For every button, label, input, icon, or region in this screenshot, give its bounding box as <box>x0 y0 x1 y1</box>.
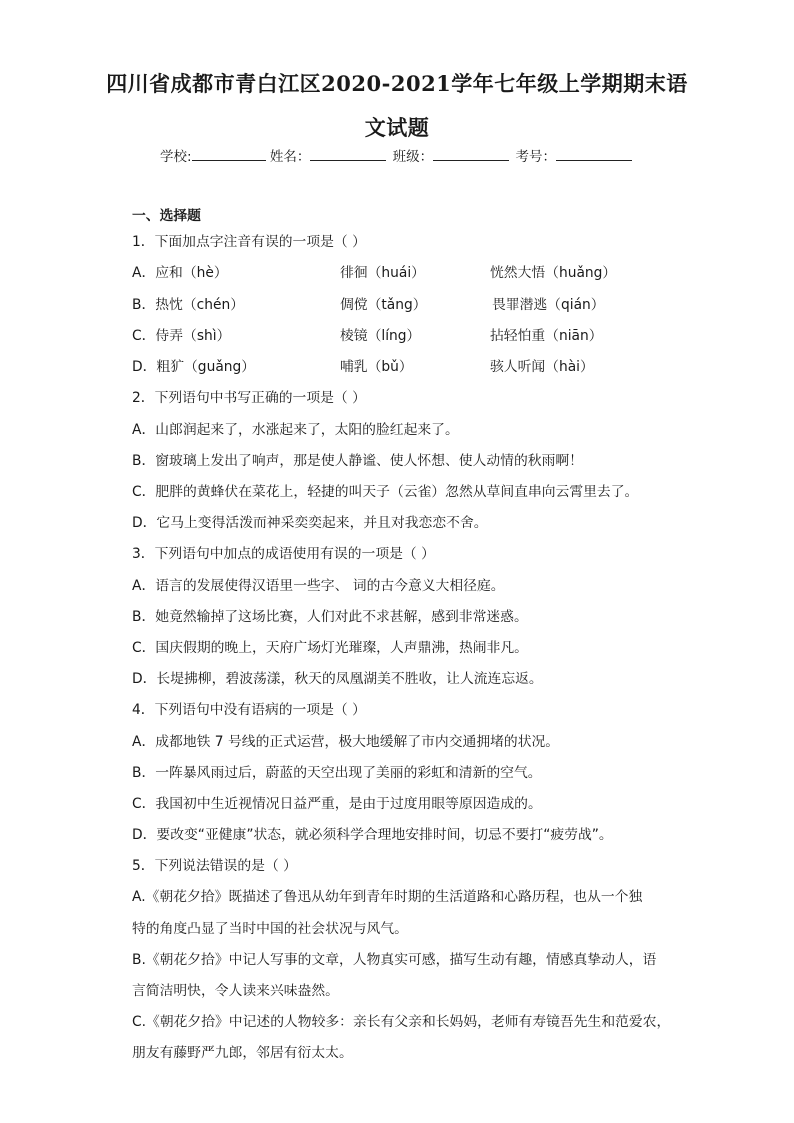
q1-option-b-2: 倜傥（tǎng） <box>340 297 427 313</box>
section-heading: 一、选择题 <box>132 208 201 224</box>
q4-option-d: D．要改变“亚健康”状态，就必须科学合理地安排时间，切忌不要打“疲劳战”。 <box>132 827 613 843</box>
number-blank[interactable] <box>556 146 632 161</box>
q2-option-b: B．窗玻璃上发出了响声，那是使人静谧、使人怀想、使人动情的秋雨啊！ <box>132 453 583 469</box>
q1-option-c-3: 拈轻怕重（niān） <box>490 328 603 344</box>
exam-title-line-2: 文试题 <box>364 115 430 140</box>
q1-option-a-3: 恍然大悟（huǎng） <box>490 265 617 281</box>
q1-option-c-1: C．侍弄（shì） <box>132 328 231 344</box>
q1-option-d-3: 骇人听闻（hài） <box>490 359 594 375</box>
question-2-stem: 2．下列语句中书写正确的一项是（ ） <box>132 390 366 406</box>
q3-option-c: C．国庆假期的晚上，天府广场灯光璀璨，人声鼎沸，热闹非凡。 <box>132 640 528 656</box>
q5-option-b-line-2: 言简洁明快，令人读来兴味盎然。 <box>132 983 339 999</box>
q5-option-b-line-1: B.《朝花夕拾》中记人写事的文章，人物真实可感，描写生动有趣，情感真挚动人，语 <box>132 952 657 968</box>
q5-option-c-line-2: 朋友有藤野严九郎，邻居有衍太太。 <box>132 1045 353 1061</box>
name-label: 姓名： <box>269 149 311 165</box>
q3-option-d: D．长堤拂柳，碧波荡漾，秋天的凤凰湖美不胜收，让人流连忘返。 <box>132 671 543 687</box>
q2-option-c: C．肥胖的黄蜂伏在菜花上，轻捷的叫天子（云雀）忽然从草间直串向云霄里去了。 <box>132 484 639 500</box>
question-4-stem: 4．下列语句中没有语病的一项是（ ） <box>132 702 366 718</box>
class-blank[interactable] <box>433 146 509 161</box>
q4-option-b: B．一阵暴风雨过后，蔚蓝的天空出现了美丽的彩虹和清新的空气。 <box>132 765 542 781</box>
q5-option-c-line-1: C.《朝花夕拾》中记述的人物较多：亲长有父亲和长妈妈，老师有寿镜吾先生和范爱农， <box>132 1014 671 1030</box>
q4-option-a: A．成都地铁 7 号线的正式运营，极大地缓解了市内交通拥堵的状况。 <box>132 734 560 750</box>
q1-option-b-1: B．热忱（chén） <box>132 297 245 313</box>
q3-option-b: B．她竟然输掉了这场比赛，人们对此不求甚解，感到非常迷惑。 <box>132 609 528 625</box>
q4-option-c: C．我国初中生近视情况日益严重，是由于过度用眼等原因造成的。 <box>132 796 542 812</box>
q1-option-a-2: 徘徊（huái） <box>340 265 425 281</box>
class-label: 班级： <box>392 149 434 165</box>
exam-title-line-1: 四川省成都市青白江区2020-2021学年七年级上学期期末语 <box>106 71 688 96</box>
q5-option-a-line-2: 特的角度凸显了当时中国的社会状况与风气。 <box>132 921 408 937</box>
question-1-stem: 1．下面加点字注音有误的一项是（ ） <box>132 234 366 250</box>
q1-option-a-1: A．应和（hè） <box>132 265 228 281</box>
question-5-stem: 5．下列说法错误的是（ ） <box>132 858 297 874</box>
question-3-stem: 3．下列语句中加点的成语使用有误的一项是（ ） <box>132 546 435 562</box>
student-info-row <box>160 145 632 165</box>
q1-option-c-2: 棱镜（líng） <box>340 328 421 344</box>
school-blank[interactable] <box>192 146 266 161</box>
q3-option-a: A．语言的发展使得汉语里一些字、 词的古今意义大相径庭。 <box>132 578 505 594</box>
q2-option-a: A．山郎润起来了，水涨起来了，太阳的脸红起来了。 <box>132 422 459 438</box>
q1-option-d-1: D．粗犷（guǎng） <box>132 359 256 375</box>
q5-option-a-line-1: A.《朝花夕拾》既描述了鲁迅从幼年到青年时期的生活道路和心路历程，也从一个独 <box>132 889 643 905</box>
q1-option-d-2: 哺乳（bǔ） <box>340 359 413 375</box>
q1-option-b-3: 畏罪潜逃（qián） <box>492 297 605 313</box>
number-label: 考号： <box>515 149 556 165</box>
school-label: 学校: <box>160 149 192 165</box>
name-blank[interactable] <box>310 146 386 161</box>
q2-option-d: D．它马上变得活泼而神采奕奕起来，并且对我恋恋不舍。 <box>132 515 488 531</box>
